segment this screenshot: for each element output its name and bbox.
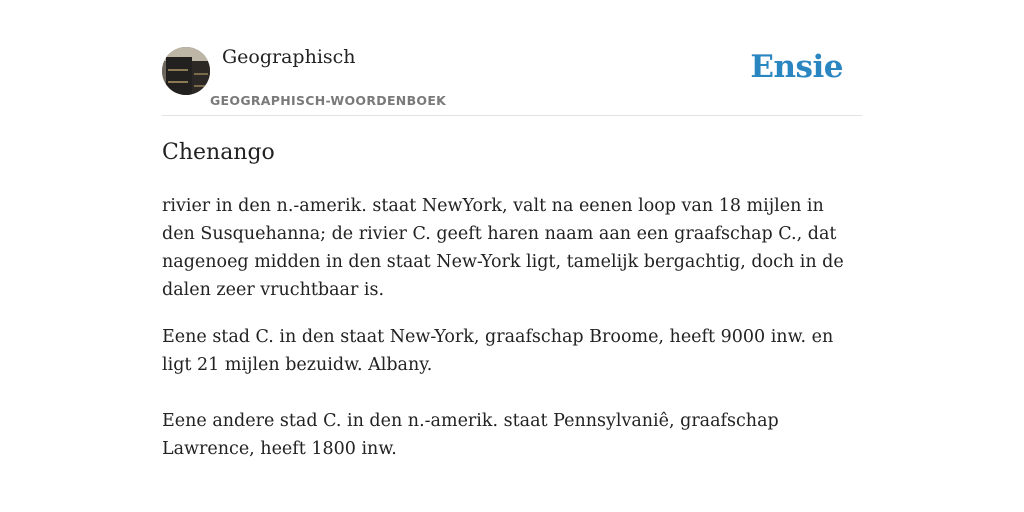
book-subtitle[interactable]: GEOGRAPHISCH-WOORDENBOEK xyxy=(210,93,447,108)
ensie-logo[interactable]: Ensie xyxy=(750,49,843,85)
entry-content xyxy=(162,192,862,463)
entry-title: Chenango xyxy=(162,140,275,165)
book-title[interactable]: Geographisch xyxy=(222,46,356,68)
book-cover-image xyxy=(162,47,210,95)
entry-paragraph: rivier in den n.-amerik. staat NewYork, valt na eenen loop van 18 mijlen in den Susquehanna; de rivier C. geeft haren naam aan een graafschap C., dat nagenoeg midden in den staat New-York ligt, tamelijk bergachtig, doch in de dalen zeer vruchtbaar is. xyxy=(162,196,844,300)
entry-paragraph: Eene andere stad C. in den n.-amerik. staat Pennsylvaniê, graafschap Lawrence, heeft 1800 inw. xyxy=(162,411,779,459)
header xyxy=(162,40,862,116)
entry-paragraph: Eene stad C. in den staat New-York, graafschap Broome, heeft 9000 inw. en ligt 21 mijlen bezuidw. Albany. xyxy=(162,327,834,375)
book-cover-avatar[interactable] xyxy=(162,47,210,95)
